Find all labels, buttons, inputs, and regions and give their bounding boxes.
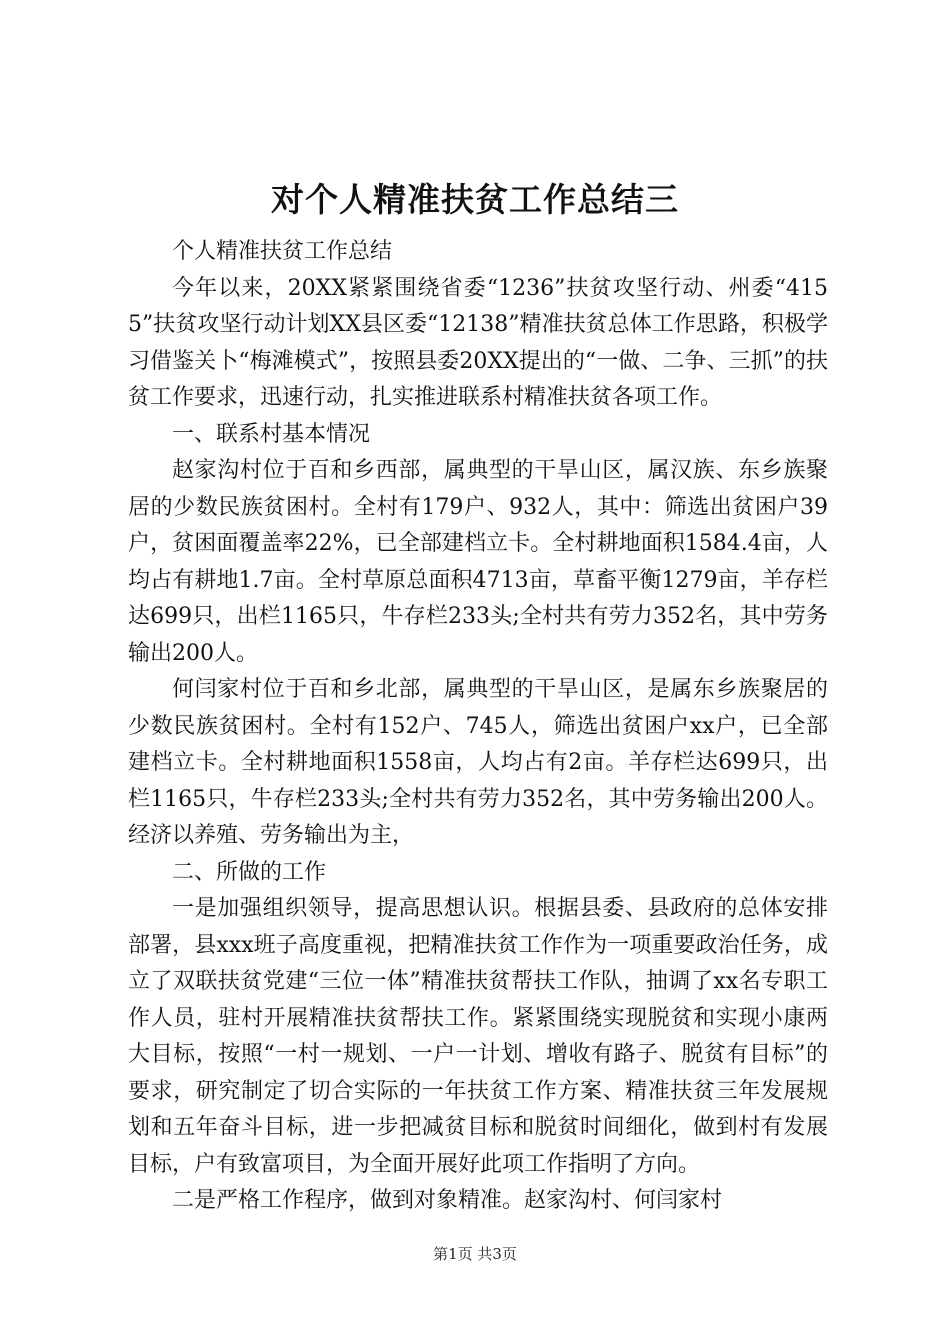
document-title: 对个人精准扶贫工作总结三 (271, 180, 679, 219)
paragraph-zhaojiagou: 赵家沟村位于百和乡西部，属典型的干旱山区，属汉族、东乡族聚居的少数民族贫困村。全村有179户、932人，其中：筛选出贫困户39户，贫困面覆盖率22%，已全部建档立卡。全村耕地面积1584.4亩，人均占有耕地1.7亩。全村草原总面积4713亩，草畜平衡1279亩，羊存栏达699只，出栏1165只，牛存栏233头;全村共有劳力352名，其中劳务输出200人。 (128, 458, 828, 666)
paragraph-procedure: 二是严格工作程序，做到对象精准。赵家沟村、何闫家村 (172, 1188, 723, 1213)
section-heading-village-info: 一、联系村基本情况 (172, 421, 371, 447)
section-heading-work-done: 二、所做的工作 (172, 859, 327, 885)
document-body (128, 234, 828, 1220)
paragraph-heyanjia: 何闫家村位于百和乡北部，属典型的干旱山区，是属东乡族聚居的少数民族贫困村。全村有152户、745人，筛选出贫困户xx户，已全部建档立卡。全村耕地面积1558亩，人均占有2亩。羊存栏达699只，出栏1165只，牛存栏233头;全村共有劳力352名，其中劳务输出200人。经济以养殖、劳务输出为主， (128, 677, 828, 848)
subtitle-heading: 个人精准扶贫工作总结 (172, 239, 393, 264)
intro-paragraph: 今年以来，20XX紧紧围绕省委“1236”扶贫攻坚行动、州委“4155”扶贫攻坚行动计划XX县区委“12138”精准扶贫总体工作思路，积极学习借鉴关卜“梅滩模式”，按照县委20XX提出的“一做、二争、三抓”的扶贫工作要求，迅速行动，扎实推进联系村精准扶贫各项工作。 (128, 275, 828, 410)
page-number-footer: 第1页 共3页 (433, 1245, 517, 1263)
paragraph-organization: 一是加强组织领导，提高思想认识。根据县委、县政府的总体安排部署，县xxx班子高度重视，把精准扶贫工作作为一项重要政治任务，成立了双联扶贫党建“三位一体”精准扶贫帮扶工作队，抽调了xx名专职工作人员，驻村开展精准扶贫帮扶工作。紧紧围绕实现脱贫和实现小康两大目标，按照“一村一规划、一户一计划、增收有路子、脱贫有目标”的要求，研究制定了切合实际的一年扶贫工作方案、精准扶贫三年发展规划和五年奋斗目标，进一步把减贫目标和脱贫时间细化，做到村有发展目标，户有致富项目，为全面开展好此项工作指明了方向。 (128, 896, 828, 1177)
